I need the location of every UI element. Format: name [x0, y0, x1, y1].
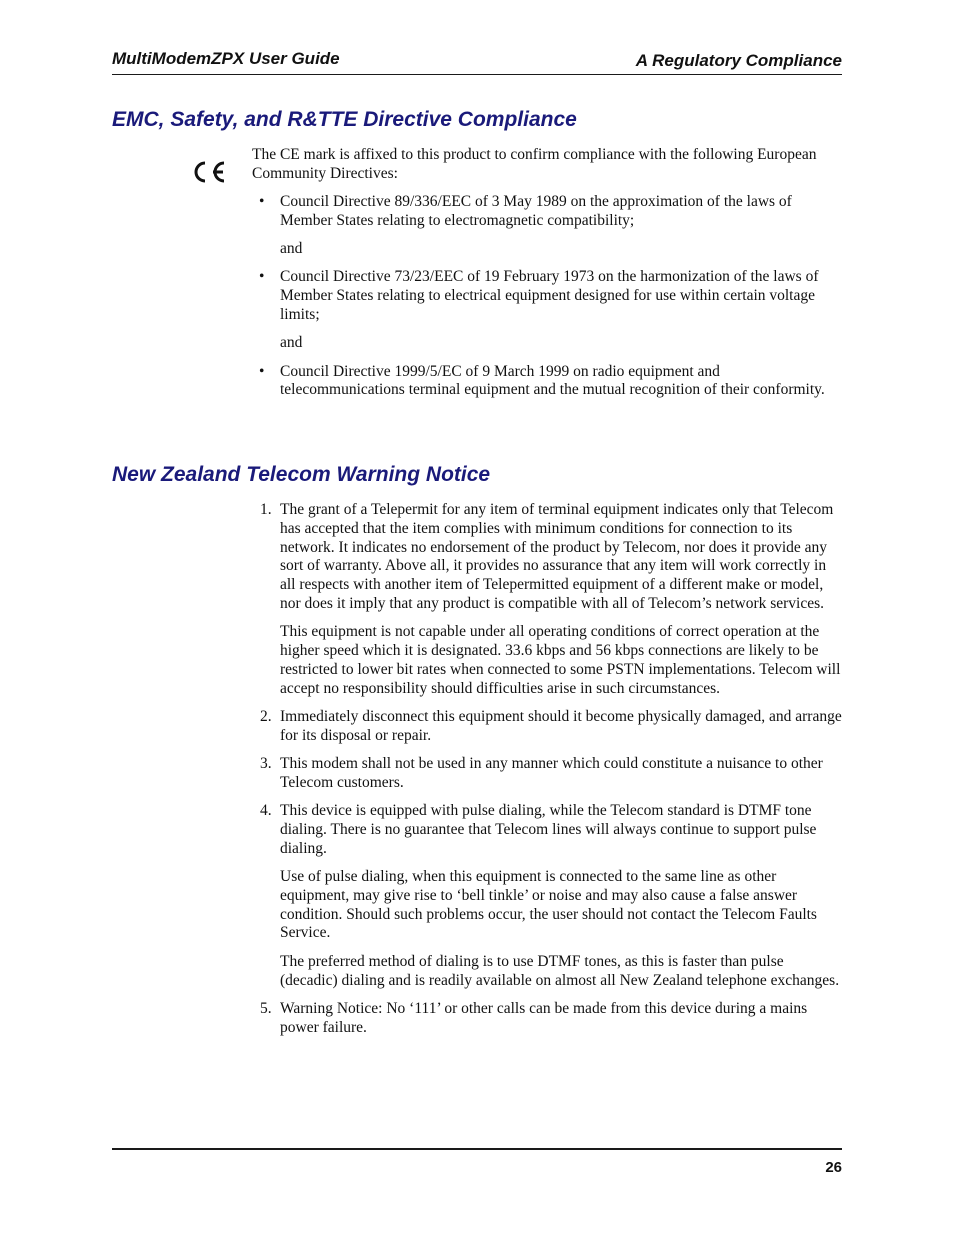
list-item: [252, 501, 844, 614]
list-item-note: The preferred method of dialing is to use DTMF tones, as this is faster than pulse (decadic) dialing and is readily available on almost all New Zealand telephone exchanges.: [280, 952, 840, 989]
ce-intro-text: The CE mark is affixed to this product to confirm compliance with the following European Community Directives:: [252, 146, 817, 182]
list-item: [252, 1000, 844, 1038]
emc-section-body: [252, 146, 844, 410]
header-guide-title: MultiModemZPX User Guide: [112, 49, 340, 68]
bullet-marker: •: [259, 193, 265, 211]
list-item-text: Immediately disconnect this equipment should it become physically damaged, and arrange for its disposal or repair.: [280, 707, 842, 744]
list-number: 3.: [260, 755, 272, 773]
list-number: 2.: [260, 707, 272, 725]
list-item-text: Council Directive 73/23/EEC of 19 February 1973 on the harmonization of the laws of Member States relating to electrical equipment designed for use within certain voltage limits;: [280, 268, 819, 324]
list-item-text: Council Directive 89/336/EEC of 3 May 1989 on the approximation of the laws of Member States relating to electromagnetic compatibility;: [280, 193, 792, 229]
directive-list: [252, 193, 844, 400]
list-number: 1.: [260, 501, 272, 518]
bullet-marker: •: [259, 268, 265, 286]
list-item-text: This modem shall not be used in any manner which could constitute a nuisance to other Telecom customers.: [280, 755, 823, 791]
list-item: [252, 268, 844, 324]
list-item-text: Warning Notice: No ‘111’ or other calls can be made from this device during a mains power failure.: [280, 999, 808, 1036]
list-item: [252, 193, 844, 231]
page-footer: [112, 1148, 842, 1176]
nz-section-body: [252, 501, 844, 1047]
and-connector: and: [280, 334, 303, 352]
list-item: [252, 755, 844, 793]
list-number: 4.: [260, 802, 272, 820]
section-title-nz-telecom: New Zealand Telecom Warning Notice: [112, 463, 491, 486]
list-item: [252, 708, 844, 746]
page-number: 26: [825, 1159, 842, 1176]
list-item-text: Council Directive 1999/5/EC of 9 March 1999 on radio equipment and telecommunications terminal equipment and the mutual recognition of their conformity.: [280, 362, 825, 399]
page-header: [112, 48, 842, 75]
list-item: [252, 363, 844, 401]
warning-list: [252, 501, 844, 1037]
list-item-note: Use of pulse dialing, when this equipment is connected to the same line as other equipment, may give rise to ‘bell tinkle’ or noise and may also cause a false answer condition. Should such problems occur, the user should not contact the Telecom Faults Service.: [280, 868, 817, 942]
list-item-note: This equipment is not capable under all operating conditions of correct operation at the higher speed which it is designated. 33.6 kbps and 56 kbps connections are likely to be restricted to lower bit rates when connected to some PSTN implementations. Telecom will accept no responsibility should difficulties arise in such circumstances.: [280, 623, 841, 697]
header-chapter-title: A Regulatory Compliance: [635, 51, 842, 70]
bullet-marker: •: [259, 362, 265, 380]
list-item-text: This device is equipped with pulse dialing, while the Telecom standard is DTMF tone dialing. There is no guarantee that Telecom lines will always continue to support pulse dialing.: [280, 802, 817, 857]
list-item-text: The grant of a Telepermit for any item of terminal equipment indicates only that Telecom has accepted that the item complies with minimum conditions for connection to its network. It indicates no endorsement of the product by Telecom, nor does it provide any sort of warranty. Above all, it provides no assurance that any item will work correctly in all respects with another item of Telepermitted equipment of a different make or model, nor does it imply that any product is compatible with all of Telecom’s network services.: [280, 501, 834, 612]
and-connector: and: [280, 240, 303, 258]
section-title-emc: EMC, Safety, and R&TTE Directive Compliance: [112, 108, 577, 131]
list-number: 5.: [260, 999, 272, 1017]
list-item: [252, 802, 844, 858]
ce-mark-icon: [190, 157, 230, 187]
